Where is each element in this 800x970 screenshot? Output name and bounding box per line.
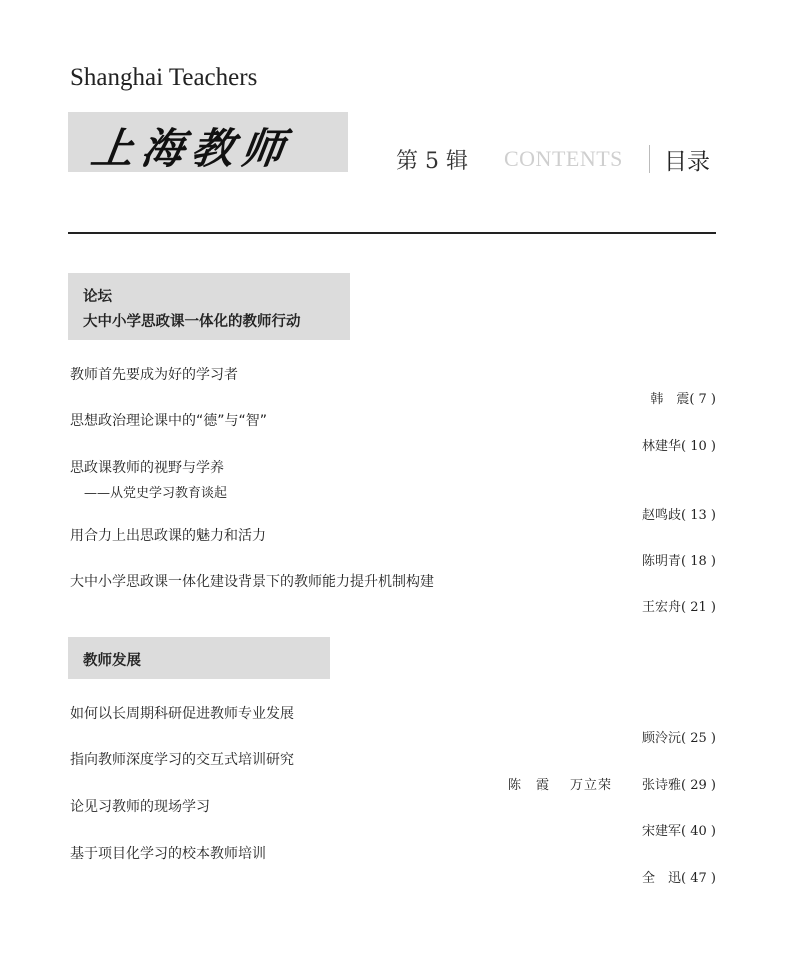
toc-entry-author: 全 迅( 47 ) <box>642 871 716 886</box>
toc-entry-author: 宋建军( 40 ) <box>642 824 716 839</box>
toc-entry-title[interactable]: 大中小学思政课一体化建设背景下的教师能力提升机制构建 <box>70 574 434 590</box>
toc-entry-author: 林建华( 10 ) <box>642 439 716 454</box>
section-label: 教师发展 <box>83 653 141 669</box>
mulu-label: 目录 <box>664 149 710 175</box>
header-divider <box>649 145 650 173</box>
logo-calligraphy: 上海教师 <box>88 124 296 173</box>
toc-entry-title[interactable]: 基于项目化学习的校本教师培训 <box>70 846 266 862</box>
toc-entry-coauthor: 万立荣 <box>570 778 613 793</box>
toc-entry-author: 顾泠沅( 25 ) <box>642 731 716 746</box>
contents-label: CONTENTS <box>504 146 623 171</box>
section-header-forum <box>68 273 350 340</box>
journal-logo <box>68 112 348 172</box>
header-rule <box>68 232 716 234</box>
english-journal-title: Shanghai Teachers <box>70 64 258 91</box>
toc-entry-subtitle: ——从党史学习教育谈起 <box>84 486 228 501</box>
toc-entry-author: 张诗雅( 29 ) <box>642 778 716 793</box>
toc-entry-title[interactable]: 如何以长周期科研促进教师专业发展 <box>70 706 294 722</box>
toc-entry-author: 陈明青( 18 ) <box>642 554 716 569</box>
toc-entry-author: 韩 震( 7 ) <box>650 392 716 407</box>
toc-entry-coauthor: 陈 霞 <box>508 778 551 793</box>
toc-entry-title[interactable]: 思政课教师的视野与学养 <box>70 460 224 476</box>
toc-entry-title[interactable]: 教师首先要成为好的学习者 <box>70 367 238 383</box>
section-header-teacher-development <box>68 637 330 679</box>
toc-entry-title[interactable]: 指向教师深度学习的交互式培训研究 <box>70 752 294 768</box>
issue-number: 第 5 辑 <box>396 149 468 174</box>
section-theme: 大中小学思政课一体化的教师行动 <box>83 314 301 330</box>
toc-entry-author: 赵鸣歧( 13 ) <box>642 508 716 523</box>
toc-entry-title[interactable]: 论见习教师的现场学习 <box>70 799 210 815</box>
toc-entry-title[interactable]: 思想政治理论课中的“德”与“智” <box>70 413 268 429</box>
section-label: 论坛 <box>83 289 112 305</box>
toc-entry-author: 王宏舟( 21 ) <box>642 600 716 615</box>
toc-entry-title[interactable]: 用合力上出思政课的魅力和活力 <box>70 528 266 544</box>
